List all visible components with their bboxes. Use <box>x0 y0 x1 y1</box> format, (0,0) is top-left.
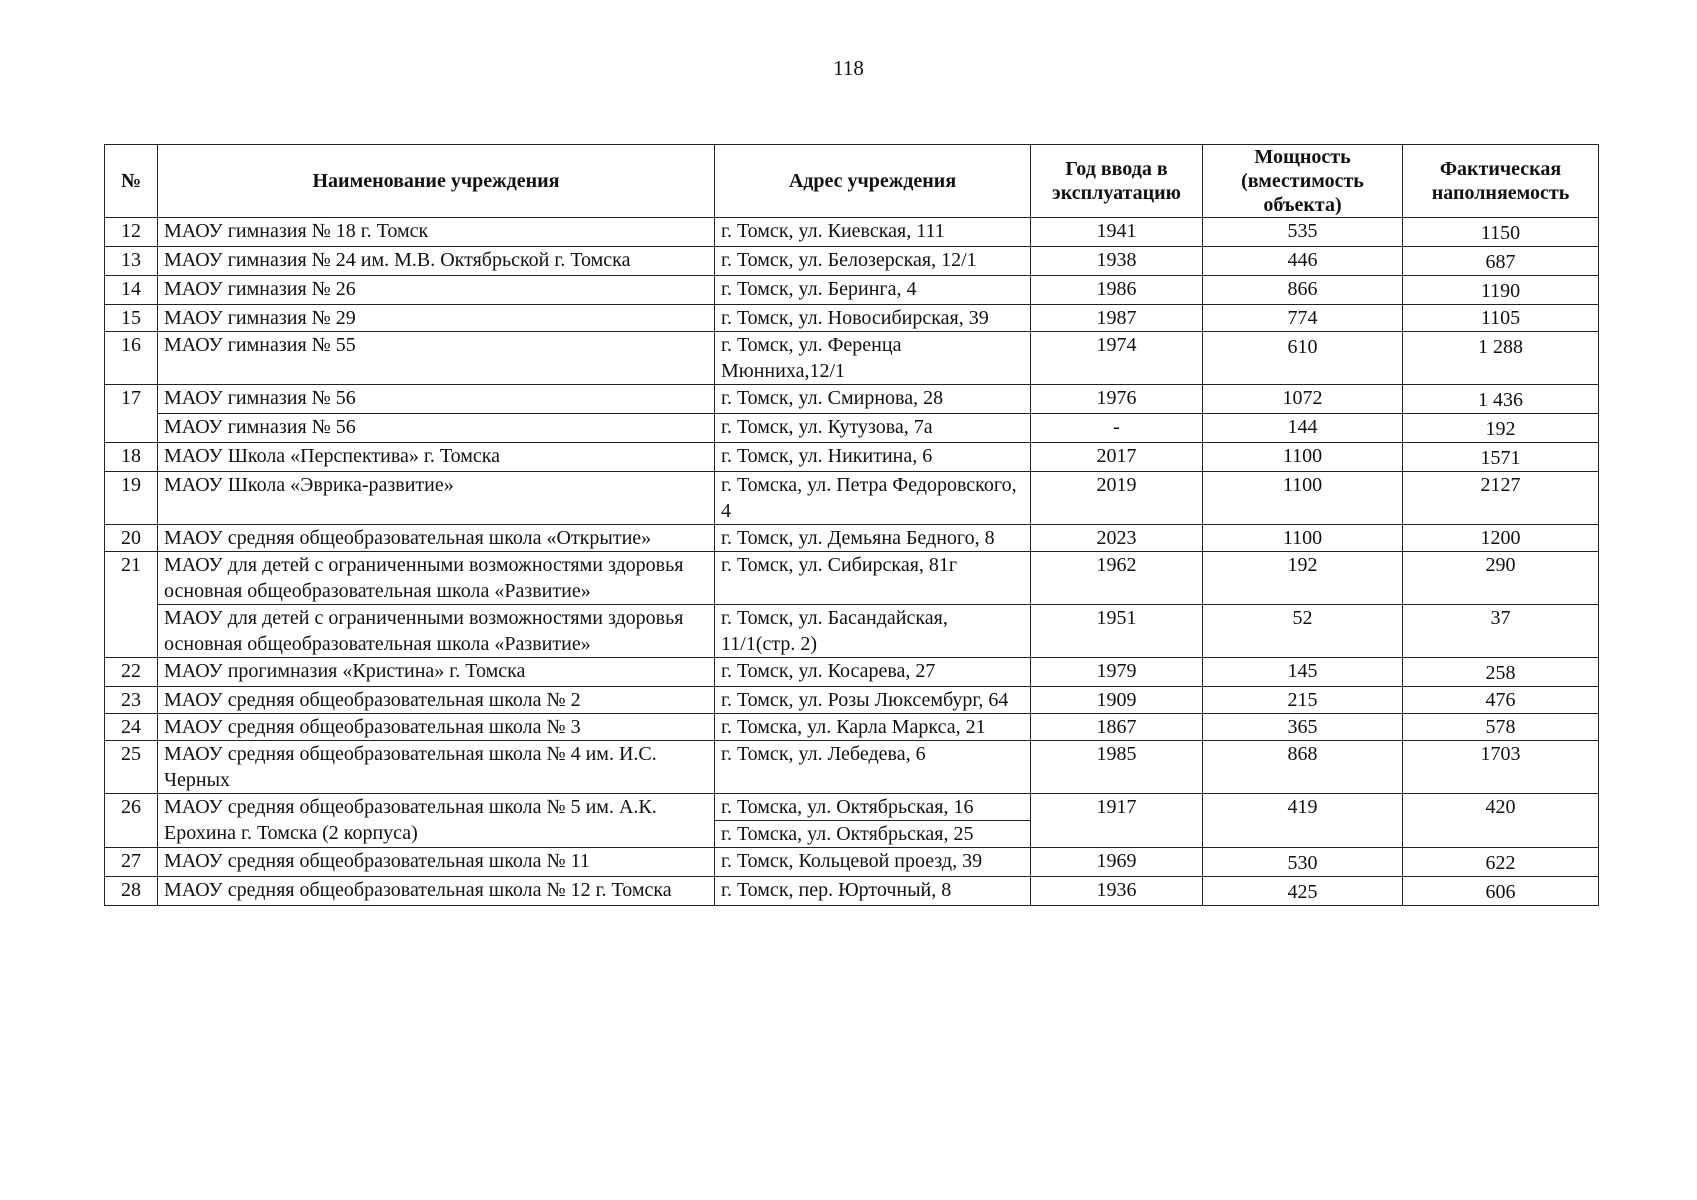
commission-year: 1986 <box>1031 276 1203 305</box>
row-number: 24 <box>105 714 158 741</box>
commission-year: - <box>1031 414 1203 443</box>
table-row <box>105 443 1599 472</box>
row-number: 15 <box>105 305 158 332</box>
institution-address: г. Томск, ул. Киевская, 111 <box>715 218 1031 247</box>
header-capacity: Мощность (вместимость объекта) <box>1203 145 1403 218</box>
actual-occupancy: 1 288 <box>1403 332 1599 385</box>
table-row <box>105 741 1599 794</box>
institution-name: МАОУ средняя общеобразовательная школа № 3 <box>158 714 715 741</box>
institution-address: г. Томск, ул. Розы Люксембург, 64 <box>715 687 1031 714</box>
institution-address: г. Томск, Кольцевой проезд, 39 <box>715 848 1031 877</box>
institution-address: г. Томска, ул. Петра Федоровского, 4 <box>715 472 1031 525</box>
commission-year: 1976 <box>1031 385 1203 414</box>
commission-year: 1867 <box>1031 714 1203 741</box>
row-number: 26 <box>105 794 158 848</box>
capacity: 530 <box>1203 848 1403 877</box>
row-number: 14 <box>105 276 158 305</box>
institution-name: МАОУ средняя общеобразовательная школа № 2 <box>158 687 715 714</box>
header-num: № <box>105 145 158 218</box>
header-address: Адрес учреждения <box>715 145 1031 218</box>
institution-name: МАОУ гимназия № 26 <box>158 276 715 305</box>
actual-occupancy: 192 <box>1403 414 1599 443</box>
capacity: 215 <box>1203 687 1403 714</box>
commission-year: 1974 <box>1031 332 1203 385</box>
capacity: 145 <box>1203 658 1403 687</box>
capacity: 446 <box>1203 247 1403 276</box>
actual-occupancy: 1703 <box>1403 741 1599 794</box>
institution-address: г. Томск, ул. Смирнова, 28 <box>715 385 1031 414</box>
row-number: 12 <box>105 218 158 247</box>
row-number: 25 <box>105 741 158 794</box>
row-number: 22 <box>105 658 158 687</box>
capacity: 419 <box>1203 794 1403 848</box>
actual-occupancy: 258 <box>1403 658 1599 687</box>
commission-year: 1969 <box>1031 848 1203 877</box>
institution-name: МАОУ прогимназия «Кристина» г. Томска <box>158 658 715 687</box>
table-row <box>105 794 1599 821</box>
table-row <box>105 525 1599 552</box>
actual-occupancy: 37 <box>1403 605 1599 658</box>
actual-occupancy: 687 <box>1403 247 1599 276</box>
capacity: 1100 <box>1203 443 1403 472</box>
institution-name: МАОУ для детей с ограниченными возможностями здоровья основная общеобразовательная школа «Развитие» <box>158 605 715 658</box>
table-row <box>105 848 1599 877</box>
commission-year: 1909 <box>1031 687 1203 714</box>
institution-address: г. Томска, ул. Октябрьская, 16 <box>715 794 1031 821</box>
commission-year: 1985 <box>1031 741 1203 794</box>
actual-occupancy: 290 <box>1403 552 1599 605</box>
institution-address: г. Томск, ул. Басандайская, 11/1(стр. 2) <box>715 605 1031 658</box>
table-row <box>105 332 1599 385</box>
actual-occupancy: 622 <box>1403 848 1599 877</box>
institution-address: г. Томска, ул. Октябрьская, 25 <box>715 821 1031 848</box>
row-number: 28 <box>105 877 158 906</box>
table-row <box>105 605 1599 658</box>
commission-year: 1987 <box>1031 305 1203 332</box>
commission-year: 1951 <box>1031 605 1203 658</box>
institution-name: МАОУ гимназия № 55 <box>158 332 715 385</box>
institution-name: МАОУ гимназия № 29 <box>158 305 715 332</box>
actual-occupancy: 1571 <box>1403 443 1599 472</box>
capacity: 535 <box>1203 218 1403 247</box>
row-number: 16 <box>105 332 158 385</box>
institution-address: г. Томск, ул. Белозерская, 12/1 <box>715 247 1031 276</box>
capacity: 868 <box>1203 741 1403 794</box>
institution-address: г. Томск, ул. Ференца Мюнниха,12/1 <box>715 332 1031 385</box>
table-row <box>105 218 1599 247</box>
table-row <box>105 247 1599 276</box>
actual-occupancy: 420 <box>1403 794 1599 848</box>
institution-address: г. Томск, ул. Косарева, 27 <box>715 658 1031 687</box>
table-header-row <box>105 145 1599 218</box>
institution-address: г. Томска, ул. Карла Маркса, 21 <box>715 714 1031 741</box>
institution-address: г. Томск, ул. Демьяна Бедного, 8 <box>715 525 1031 552</box>
institution-name: МАОУ средняя общеобразовательная школа № 12 г. Томска <box>158 877 715 906</box>
row-number: 21 <box>105 552 158 658</box>
table-row <box>105 385 1599 414</box>
institution-name: МАОУ гимназия № 56 <box>158 385 715 414</box>
row-number: 19 <box>105 472 158 525</box>
institution-name: МАОУ гимназия № 56 <box>158 414 715 443</box>
commission-year: 1962 <box>1031 552 1203 605</box>
institution-address: г. Томск, ул. Беринга, 4 <box>715 276 1031 305</box>
institution-address: г. Томск, ул. Сибирская, 81г <box>715 552 1031 605</box>
row-number: 20 <box>105 525 158 552</box>
capacity: 425 <box>1203 877 1403 906</box>
institutions-table <box>104 144 1599 906</box>
capacity: 144 <box>1203 414 1403 443</box>
actual-occupancy: 578 <box>1403 714 1599 741</box>
row-number: 27 <box>105 848 158 877</box>
institution-name: МАОУ средняя общеобразовательная школа «Открытие» <box>158 525 715 552</box>
institution-name: МАОУ Школа «Перспектива» г. Томска <box>158 443 715 472</box>
table-row <box>105 472 1599 525</box>
institution-name: МАОУ для детей с ограниченными возможностями здоровья основная общеобразовательная школа «Развитие» <box>158 552 715 605</box>
commission-year: 1917 <box>1031 794 1203 848</box>
actual-occupancy: 606 <box>1403 877 1599 906</box>
capacity: 1100 <box>1203 472 1403 525</box>
table-row <box>105 276 1599 305</box>
capacity: 192 <box>1203 552 1403 605</box>
table-row <box>105 687 1599 714</box>
commission-year: 2019 <box>1031 472 1203 525</box>
row-number: 23 <box>105 687 158 714</box>
capacity: 866 <box>1203 276 1403 305</box>
table-row <box>105 552 1599 605</box>
institution-address: г. Томск, ул. Кутузова, 7а <box>715 414 1031 443</box>
commission-year: 1936 <box>1031 877 1203 906</box>
institution-name: МАОУ гимназия № 18 г. Томск <box>158 218 715 247</box>
institution-name: МАОУ Школа «Эврика-развитие» <box>158 472 715 525</box>
capacity: 1072 <box>1203 385 1403 414</box>
actual-occupancy: 1 436 <box>1403 385 1599 414</box>
table-row <box>105 877 1599 906</box>
commission-year: 1941 <box>1031 218 1203 247</box>
row-number: 13 <box>105 247 158 276</box>
row-number: 17 <box>105 385 158 443</box>
actual-occupancy: 476 <box>1403 687 1599 714</box>
actual-occupancy: 1150 <box>1403 218 1599 247</box>
page-number: 118 <box>833 56 864 80</box>
institution-name: МАОУ средняя общеобразовательная школа № 5 им. А.К. Ерохина г. Томска (2 корпуса) <box>158 794 715 848</box>
table-row <box>105 414 1599 443</box>
header-actual: Фактическая наполняемость <box>1403 145 1599 218</box>
institution-name: МАОУ гимназия № 24 им. М.В. Октябрьской г. Томска <box>158 247 715 276</box>
row-number: 18 <box>105 443 158 472</box>
table-row <box>105 305 1599 332</box>
capacity: 774 <box>1203 305 1403 332</box>
institution-name: МАОУ средняя общеобразовательная школа № 4 им. И.С. Черных <box>158 741 715 794</box>
capacity: 610 <box>1203 332 1403 385</box>
institution-name: МАОУ средняя общеобразовательная школа № 11 <box>158 848 715 877</box>
capacity: 52 <box>1203 605 1403 658</box>
capacity: 365 <box>1203 714 1403 741</box>
institution-address: г. Томск, ул. Новосибирская, 39 <box>715 305 1031 332</box>
institution-address: г. Томск, пер. Юрточный, 8 <box>715 877 1031 906</box>
header-year: Год ввода в эксплуатацию <box>1031 145 1203 218</box>
commission-year: 1938 <box>1031 247 1203 276</box>
capacity: 1100 <box>1203 525 1403 552</box>
actual-occupancy: 1200 <box>1403 525 1599 552</box>
institution-address: г. Томск, ул. Никитина, 6 <box>715 443 1031 472</box>
actual-occupancy: 1105 <box>1403 305 1599 332</box>
header-name: Наименование учреждения <box>158 145 715 218</box>
commission-year: 1979 <box>1031 658 1203 687</box>
actual-occupancy: 1190 <box>1403 276 1599 305</box>
table-row <box>105 658 1599 687</box>
actual-occupancy: 2127 <box>1403 472 1599 525</box>
commission-year: 2017 <box>1031 443 1203 472</box>
table-row <box>105 714 1599 741</box>
institution-address: г. Томск, ул. Лебедева, 6 <box>715 741 1031 794</box>
commission-year: 2023 <box>1031 525 1203 552</box>
